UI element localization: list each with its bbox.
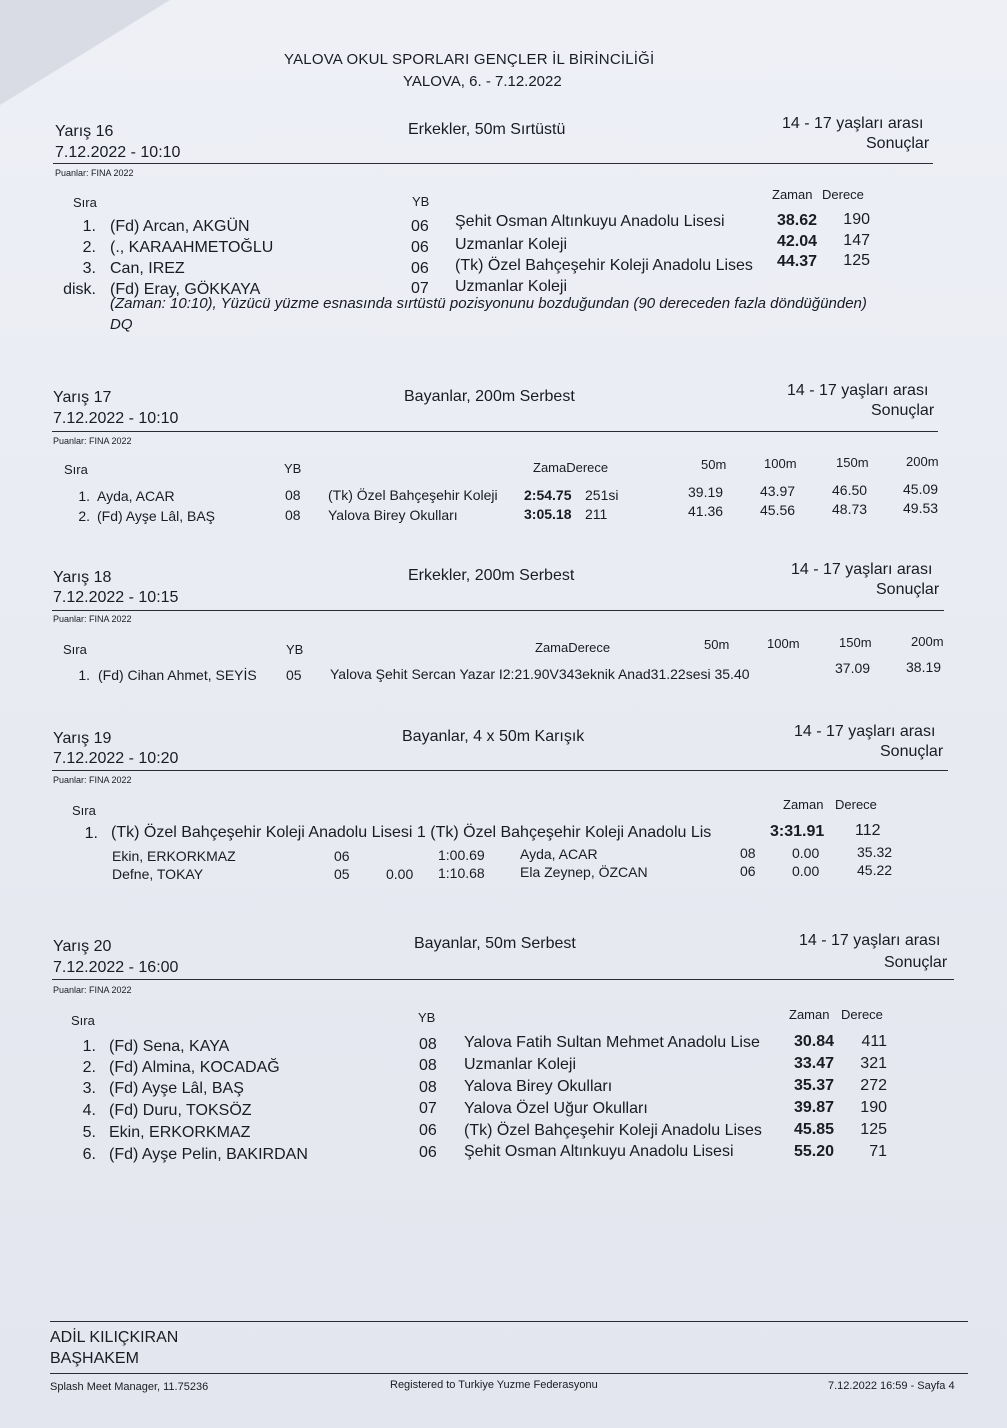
race-19-col-rank: Sıra — [72, 803, 96, 818]
race-17-status: Sonuçlar — [871, 402, 935, 419]
relay-swimmer-name: Ela Zeynep, ÖZCAN — [520, 864, 648, 880]
rank: disk. — [63, 281, 96, 298]
club-name: Uzmanlar Koleji — [464, 1056, 577, 1073]
fina-points: 125 — [843, 252, 870, 269]
race-17-col-100m: 100m — [764, 456, 797, 471]
race-18-col-100m: 100m — [767, 636, 800, 651]
race-19-event: Bayanlar, 4 x 50m Karışık — [402, 728, 585, 745]
race-19-status: Sonuçlar — [880, 743, 944, 760]
race-18-points-system: Puanlar: FINA 2022 — [53, 614, 132, 624]
swim-time: 30.84 — [793, 1033, 834, 1050]
birth-year: 07 — [411, 280, 429, 297]
rank: 4. — [82, 1102, 96, 1119]
reaction-time: 0.00 — [386, 866, 414, 882]
rank: 1. — [78, 488, 90, 504]
split-50m: 39.19 — [688, 484, 724, 500]
rank: 1. — [82, 1038, 96, 1055]
folded-corner — [0, 0, 170, 105]
race-16-dq-note: (Zaman: 10:10), Yüzücü yüzme esnasında sırtüstü pozisyonunu bozduğundan (90 dereceden fazla döndüğünden) DQ — [110, 295, 867, 333]
race-19-date: 7.12.2022 - 10:20 — [53, 750, 179, 767]
race-17-date: 7.12.2022 - 10:10 — [53, 410, 179, 427]
club-name: (Tk) Özel Bahçeşehir Koleji Anadolu Lises — [464, 1122, 762, 1139]
swim-time: 2:54.75 — [524, 487, 572, 503]
rank: 3. — [82, 260, 96, 277]
fina-points: 190 — [843, 211, 870, 228]
race-17-points-system: Puanlar: FINA 2022 — [53, 436, 132, 446]
split-150m: 48.73 — [832, 501, 868, 517]
split-50m: 41.36 — [688, 503, 724, 519]
swim-time: 39.87 — [793, 1099, 834, 1116]
fina-points: 71 — [869, 1143, 887, 1160]
race-20-col-points: Derece — [841, 1007, 883, 1022]
reaction-time: 0.00 — [792, 863, 820, 879]
race-17-rule — [52, 431, 938, 432]
birth-year: 06 — [419, 1122, 437, 1139]
club-name: Şehit Osman Altınkuyu Anadolu Lisesi — [464, 1143, 734, 1160]
split-200m: 45.09 — [903, 481, 939, 497]
swimmer-name: (Fd) Duru, TOKSÖZ — [109, 1102, 252, 1119]
birth-year: 08 — [419, 1036, 437, 1053]
swimmer-name: (Fd) Ayşe Pelin, BAKIRDAN — [109, 1146, 308, 1163]
race-16-col-time: Zaman — [772, 187, 813, 202]
race-16-col-points: Derece — [822, 187, 864, 202]
birth-year: 05 — [286, 667, 302, 683]
rank: 2. — [78, 508, 90, 524]
footer-rule — [50, 1373, 968, 1374]
split-200m: 38.19 — [906, 659, 942, 675]
race-20-status: Sonuçlar — [884, 954, 948, 971]
race-18-name: Yarış 18 — [53, 569, 112, 586]
relay-split: 35.32 — [857, 844, 893, 860]
swimmer-name: (Fd) Sena, KAYA — [109, 1038, 230, 1055]
rank: 6. — [82, 1146, 96, 1163]
fina-points: 125 — [860, 1121, 887, 1138]
swim-time: 35.37 — [793, 1077, 834, 1094]
swimmer-name: (Fd) Arcan, AKGÜN — [110, 218, 250, 235]
race-18-col-150m: 150m — [839, 635, 872, 650]
birth-year: 06 — [419, 1144, 437, 1161]
race-20-rule — [52, 979, 954, 980]
club-name: Yalova Birey Okulları — [464, 1078, 613, 1095]
footer-software: Splash Meet Manager, 11.75236 — [50, 1381, 209, 1393]
fina-points: 411 — [861, 1033, 887, 1050]
race-16-status: Sonuçlar — [866, 135, 930, 152]
race-18-col-rank: Sıra — [63, 642, 87, 657]
race-17-col-time-points: ZamaDerece — [533, 460, 609, 475]
relay-swimmer-name: Ayda, ACAR — [520, 846, 598, 862]
race-18-col-time-points: ZamaDerece — [535, 640, 611, 655]
club-name: Şehit Osman Altınkuyu Anadolu Lisesi — [455, 213, 725, 230]
race-20-col-time: Zaman — [789, 1007, 830, 1022]
race-18-col-yb: YB — [286, 642, 304, 657]
swim-time: 55.20 — [793, 1143, 834, 1160]
relay-swimmer-name: Ekin, ERKORKMAZ — [112, 848, 236, 864]
race-19-rule — [52, 770, 948, 771]
split-100m: 45.56 — [760, 502, 796, 518]
race-18-age: 14 - 17 yaşları arası — [791, 561, 933, 578]
race-16-col-rank: Sıra — [73, 195, 97, 210]
birth-year: 06 — [411, 218, 429, 235]
race-20-points-system: Puanlar: FINA 2022 — [53, 985, 132, 995]
rank: 1. — [84, 825, 98, 842]
race-18-date: 7.12.2022 - 10:15 — [53, 589, 179, 606]
relay-split: 1:00.69 — [438, 847, 485, 863]
race-16-name: Yarış 16 — [55, 123, 114, 140]
birth-year: 08 — [419, 1079, 437, 1096]
race-17-event: Bayanlar, 200m Serbest — [404, 388, 575, 405]
race-19-col-points: Derece — [835, 797, 877, 812]
birth-year: 06 — [740, 863, 756, 879]
race-20-name: Yarış 20 — [53, 938, 112, 955]
swim-time: 44.37 — [776, 253, 817, 270]
race-17-col-200m: 200m — [906, 454, 939, 469]
fina-points: 211 — [585, 506, 608, 522]
footer-timestamp-page: 7.12.2022 16:59 - Sayfa 4 — [828, 1380, 955, 1392]
club-name: Uzmanlar Koleji — [455, 236, 568, 253]
meet-title: YALOVA OKUL SPORLARI GENÇLER İL BİRİNCİLİĞİ — [284, 51, 655, 68]
chief-referee-name: ADİL KILIÇKIRAN — [50, 1329, 179, 1346]
swimmer-name: (Fd) Almina, KOCADAĞ — [109, 1059, 280, 1076]
club-name: Yalova Özel Uğur Okulları — [464, 1100, 648, 1117]
race-18-rule — [52, 610, 944, 611]
club-name: Uzmanlar Koleji — [455, 278, 568, 295]
swimmer-name: Can, IREZ — [110, 260, 185, 277]
swimmer-name: Ekin, ERKORKMAZ — [109, 1124, 251, 1141]
race-18-status: Sonuçlar — [876, 581, 940, 598]
relay-split: 45.22 — [857, 862, 893, 878]
split-100m: 43.97 — [760, 483, 796, 499]
rank: 5. — [82, 1124, 96, 1141]
fina-points: 147 — [843, 232, 870, 249]
race-17-col-150m: 150m — [836, 455, 869, 470]
swim-time: 38.62 — [776, 212, 817, 229]
swim-time: 3:31.91 — [770, 823, 825, 840]
birth-year: 08 — [740, 845, 756, 861]
birth-year: 08 — [419, 1057, 437, 1074]
race-20-age: 14 - 17 yaşları arası — [799, 932, 941, 949]
split-150m: 46.50 — [832, 482, 868, 498]
race-16-points-system: Puanlar: FINA 2022 — [55, 168, 134, 178]
relay-split: 1:10.68 — [438, 865, 485, 881]
race-17-col-yb: YB — [284, 461, 302, 476]
race-16-date: 7.12.2022 - 10:10 — [55, 144, 181, 161]
birth-year: 06 — [334, 848, 350, 864]
race-17-col-50m: 50m — [701, 457, 727, 472]
split-150m: 37.09 — [835, 660, 871, 676]
overlapping-result-text: Yalova Şehit Sercan Yazar I2:21.90V343eknik Anad31.22sesi 35.40 — [330, 666, 750, 682]
split-200m: 49.53 — [903, 500, 939, 516]
club-name: Yalova Birey Okulları — [328, 507, 458, 523]
footer-registration: Registered to Turkiye Yuzme Federasyonu — [390, 1379, 598, 1391]
birth-year: 08 — [285, 487, 301, 503]
race-16-age: 14 - 17 yaşları arası — [782, 115, 924, 132]
swim-time: 42.04 — [776, 233, 817, 250]
rank: 2. — [82, 239, 96, 256]
fina-points: 251si — [585, 487, 619, 503]
birth-year: 05 — [334, 866, 350, 882]
race-18-event: Erkekler, 200m Serbest — [408, 567, 575, 584]
birth-year: 07 — [419, 1100, 437, 1117]
fina-points: 112 — [855, 822, 881, 839]
swimmer-name: (Fd) Cihan Ahmet, SEYİS — [98, 667, 257, 683]
race-17-age: 14 - 17 yaşları arası — [787, 382, 929, 399]
birth-year: 06 — [411, 260, 429, 277]
rank: 2. — [82, 1059, 96, 1076]
swimmer-name: Ayda, ACAR — [97, 488, 175, 504]
club-name: (Tk) Özel Bahçeşehir Koleji Anadolu Lises — [455, 257, 753, 274]
race-20-col-rank: Sıra — [71, 1013, 95, 1028]
race-19-age: 14 - 17 yaşları arası — [794, 723, 936, 740]
race-20-event: Bayanlar, 50m Serbest — [414, 935, 576, 952]
race-18-col-200m: 200m — [911, 634, 944, 649]
reaction-time: 0.00 — [792, 845, 820, 861]
race-17-name: Yarış 17 — [53, 389, 112, 406]
fina-points: 190 — [860, 1099, 887, 1116]
race-20-col-yb: YB — [418, 1010, 436, 1025]
race-19-name: Yarış 19 — [53, 730, 112, 747]
relay-team-name: (Tk) Özel Bahçeşehir Koleji Anadolu Lisesi 1 (Tk) Özel Bahçeşehir Koleji Anadolu Lis — [111, 824, 712, 841]
club-name: Yalova Fatih Sultan Mehmet Anadolu Lise — [464, 1034, 760, 1051]
rank: 3. — [82, 1080, 96, 1097]
race-19-col-time: Zaman — [783, 797, 824, 812]
swimmer-name: (Fd) Eray, GÖKKAYA — [110, 281, 261, 298]
swimmer-name: (., KARAAHMETOĞLU — [110, 239, 274, 256]
race-17-col-rank: Sıra — [64, 462, 88, 477]
fina-points: 321 — [860, 1055, 887, 1072]
signature-rule — [50, 1321, 968, 1322]
race-16-col-yb: YB — [412, 194, 430, 209]
swimmer-name: (Fd) Ayşe Lâl, BAŞ — [97, 508, 216, 524]
race-16-rule — [53, 163, 933, 164]
swimmer-name: (Fd) Ayşe Lâl, BAŞ — [109, 1080, 244, 1097]
race-16-event: Erkekler, 50m Sırtüstü — [408, 121, 566, 138]
relay-swimmer-name: Defne, TOKAY — [112, 866, 204, 882]
swim-time: 33.47 — [793, 1055, 834, 1072]
birth-year: 08 — [285, 507, 301, 523]
race-18-col-50m: 50m — [704, 637, 730, 652]
fina-points: 272 — [860, 1077, 887, 1094]
meet-subtitle: YALOVA, 6. - 7.12.2022 — [403, 73, 562, 90]
swim-time: 45.85 — [793, 1121, 834, 1138]
swim-time: 3:05.18 — [524, 506, 572, 522]
rank: 1. — [78, 667, 90, 683]
race-20-date: 7.12.2022 - 16:00 — [53, 959, 179, 976]
rank: 1. — [82, 218, 96, 235]
chief-referee-role: BAŞHAKEM — [50, 1350, 139, 1367]
club-name: (Tk) Özel Bahçeşehir Koleji — [328, 487, 498, 503]
race-19-points-system: Puanlar: FINA 2022 — [53, 775, 132, 785]
birth-year: 06 — [411, 239, 429, 256]
